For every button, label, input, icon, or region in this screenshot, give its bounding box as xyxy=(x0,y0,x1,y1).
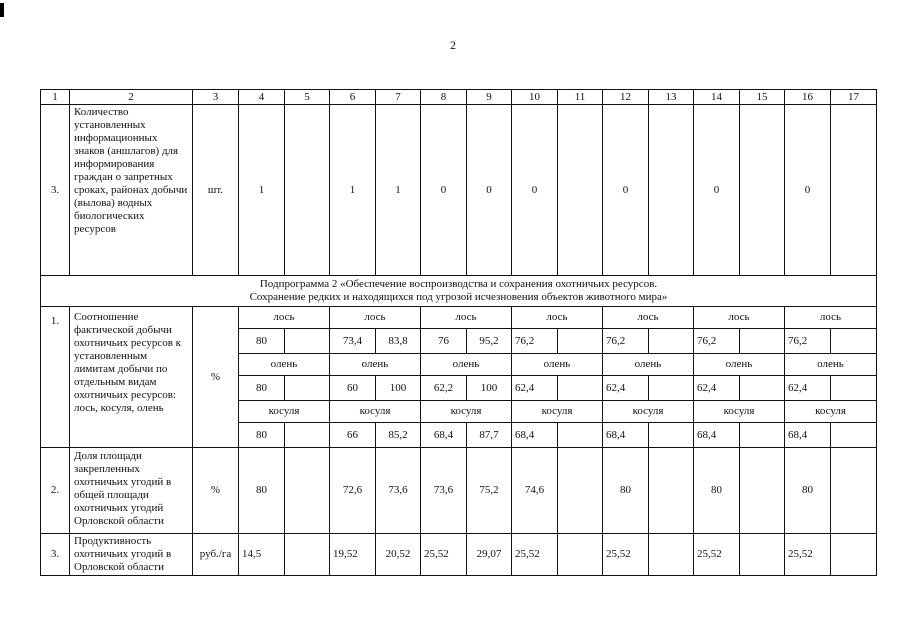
unit-cell: шт. xyxy=(193,105,239,276)
subprogram-title xyxy=(41,276,877,307)
value-cell xyxy=(558,448,603,534)
value-cell: 19,52 xyxy=(330,534,376,576)
row-productivity xyxy=(41,534,877,576)
value-cell xyxy=(558,376,603,401)
value-cell: 80 xyxy=(694,448,740,534)
species-label: олень xyxy=(785,354,877,376)
value-cell: 76,2 xyxy=(603,329,649,354)
value-cell xyxy=(740,423,785,448)
header-cell: 16 xyxy=(785,90,831,105)
value-cell: 0 xyxy=(785,105,831,276)
value-cell xyxy=(558,105,603,276)
species-label: косуля xyxy=(512,401,603,423)
species-label: лось xyxy=(239,307,330,329)
value-cell: 76,2 xyxy=(694,329,740,354)
value-cell xyxy=(831,448,877,534)
species-label: косуля xyxy=(785,401,877,423)
header-cell: 5 xyxy=(285,90,330,105)
value-cell: 100 xyxy=(467,376,512,401)
value-cell xyxy=(740,448,785,534)
value-cell: 68,4 xyxy=(603,423,649,448)
species-label: олень xyxy=(694,354,785,376)
value-cell xyxy=(831,329,877,354)
value-cell: 68,4 xyxy=(421,423,467,448)
species-label: косуля xyxy=(694,401,785,423)
header-cell: 17 xyxy=(831,90,877,105)
header-cell: 7 xyxy=(376,90,421,105)
value-cell: 1 xyxy=(330,105,376,276)
value-cell: 76,2 xyxy=(512,329,558,354)
value-cell: 68,4 xyxy=(512,423,558,448)
value-cell xyxy=(649,534,694,576)
value-cell: 20,52 xyxy=(376,534,421,576)
unit-cell: % xyxy=(193,307,239,448)
value-cell: 0 xyxy=(421,105,467,276)
species-label: косуля xyxy=(421,401,512,423)
header-cell: 11 xyxy=(558,90,603,105)
header-cell: 9 xyxy=(467,90,512,105)
value-cell: 62,4 xyxy=(512,376,558,401)
value-cell xyxy=(831,423,877,448)
species-label: олень xyxy=(603,354,694,376)
value-cell: 74,6 xyxy=(512,448,558,534)
value-cell: 80 xyxy=(603,448,649,534)
value-cell: 25,52 xyxy=(694,534,740,576)
value-cell: 0 xyxy=(603,105,649,276)
value-cell: 62,2 xyxy=(421,376,467,401)
value-cell: 87,7 xyxy=(467,423,512,448)
value-cell xyxy=(649,423,694,448)
header-row xyxy=(41,90,877,105)
value-cell xyxy=(285,105,330,276)
header-cell: 3 xyxy=(193,90,239,105)
value-cell: 60 xyxy=(330,376,376,401)
value-cell: 1 xyxy=(239,105,285,276)
value-cell xyxy=(285,534,330,576)
value-cell xyxy=(285,448,330,534)
value-cell xyxy=(285,423,330,448)
species-label: лось xyxy=(330,307,421,329)
value-cell: 100 xyxy=(376,376,421,401)
value-cell xyxy=(740,105,785,276)
subprogram-row xyxy=(41,276,877,307)
species-label: олень xyxy=(330,354,421,376)
row-number: 3. xyxy=(41,534,70,576)
value-cell: 68,4 xyxy=(785,423,831,448)
value-cell: 80 xyxy=(239,329,285,354)
value-cell xyxy=(831,534,877,576)
value-cell: 85,2 xyxy=(376,423,421,448)
indicator-name: Продуктивность охотничьих угодий в Орловской области xyxy=(70,534,193,576)
value-cell: 73,6 xyxy=(376,448,421,534)
value-cell xyxy=(649,376,694,401)
header-cell: 2 xyxy=(70,90,193,105)
value-cell: 25,52 xyxy=(785,534,831,576)
species-label: лось xyxy=(694,307,785,329)
value-cell: 95,2 xyxy=(467,329,512,354)
value-cell xyxy=(285,329,330,354)
value-cell xyxy=(558,329,603,354)
value-cell: 73,4 xyxy=(330,329,376,354)
indicator-name: Соотношение фактической добычи охотничьих ресурсов к установленным лимитам добычи по отдельным видам охотничьих ресурсов: лось, косуля, олень xyxy=(70,307,193,448)
species-label: косуля xyxy=(239,401,330,423)
value-cell: 0 xyxy=(467,105,512,276)
indicator-name: Доля площади закрепленных охотничьих угодий в общей площади охотничьих угодий Орловской области xyxy=(70,448,193,534)
species-label: олень xyxy=(239,354,330,376)
value-cell: 25,52 xyxy=(421,534,467,576)
value-cell xyxy=(740,534,785,576)
value-cell: 76,2 xyxy=(785,329,831,354)
header-cell: 6 xyxy=(330,90,376,105)
subprogram-title-line2: Сохранение редких и находящихся под угрозой исчезновения объектов животного мира» xyxy=(249,291,668,303)
scan-corner-mark xyxy=(0,3,4,17)
header-cell: 12 xyxy=(603,90,649,105)
value-cell: 68,4 xyxy=(694,423,740,448)
value-cell: 1 xyxy=(376,105,421,276)
value-cell: 25,52 xyxy=(603,534,649,576)
value-cell: 0 xyxy=(694,105,740,276)
value-cell xyxy=(558,423,603,448)
value-cell xyxy=(831,376,877,401)
indicators-table xyxy=(40,89,877,576)
value-cell xyxy=(285,376,330,401)
unit-cell: руб./га xyxy=(193,534,239,576)
value-cell xyxy=(740,376,785,401)
value-cell: 83,8 xyxy=(376,329,421,354)
species-label: косуля xyxy=(330,401,421,423)
value-cell xyxy=(558,534,603,576)
value-cell: 80 xyxy=(785,448,831,534)
value-cell xyxy=(740,329,785,354)
value-cell: 80 xyxy=(239,376,285,401)
indicator-name: Количество установленных информационных знаков (аншлагов) для информирования граждан о запретных сроках, районах добычи (вылова) водных биологических ресурсов xyxy=(70,105,193,276)
value-cell: 72,6 xyxy=(330,448,376,534)
row-info-signs xyxy=(41,105,877,276)
value-cell: 80 xyxy=(239,448,285,534)
species-label: лось xyxy=(512,307,603,329)
row-number: 2. xyxy=(41,448,70,534)
page-number: 2 xyxy=(450,38,456,52)
header-cell: 4 xyxy=(239,90,285,105)
value-cell: 62,4 xyxy=(694,376,740,401)
value-cell xyxy=(649,329,694,354)
value-cell: 62,4 xyxy=(785,376,831,401)
row-number: 1. xyxy=(41,307,70,448)
header-cell: 13 xyxy=(649,90,694,105)
value-cell: 75,2 xyxy=(467,448,512,534)
species-label: лось xyxy=(603,307,694,329)
species-label: лось xyxy=(785,307,877,329)
value-cell: 73,6 xyxy=(421,448,467,534)
header-cell: 8 xyxy=(421,90,467,105)
species-label: косуля xyxy=(603,401,694,423)
value-cell: 29,07 xyxy=(467,534,512,576)
value-cell: 25,52 xyxy=(512,534,558,576)
value-cell xyxy=(831,105,877,276)
species-label: олень xyxy=(512,354,603,376)
species-label: лось xyxy=(421,307,512,329)
value-cell xyxy=(649,448,694,534)
value-cell: 14,5 xyxy=(239,534,285,576)
value-cell xyxy=(649,105,694,276)
row-share-area xyxy=(41,448,877,534)
value-cell: 66 xyxy=(330,423,376,448)
value-cell: 76 xyxy=(421,329,467,354)
species-label: олень xyxy=(421,354,512,376)
row-number: 3. xyxy=(41,105,70,276)
subprogram-title-line1: Подпрограмма 2 «Обеспечение воспроизводства и сохранения охотничьих ресурсов. xyxy=(259,278,658,290)
species-label-row xyxy=(41,307,877,329)
value-cell: 0 xyxy=(512,105,558,276)
value-cell: 62,4 xyxy=(603,376,649,401)
header-cell: 1 xyxy=(41,90,70,105)
unit-cell: % xyxy=(193,448,239,534)
header-cell: 10 xyxy=(512,90,558,105)
value-cell: 80 xyxy=(239,423,285,448)
header-cell: 15 xyxy=(740,90,785,105)
header-cell: 14 xyxy=(694,90,740,105)
